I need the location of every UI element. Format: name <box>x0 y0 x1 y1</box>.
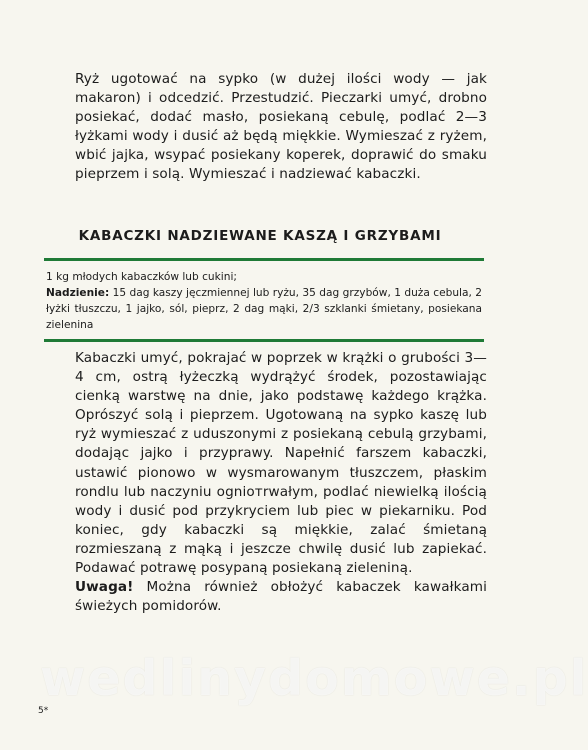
note-label: Uwaga! <box>75 579 134 595</box>
note-paragraph <box>75 578 487 616</box>
divider-top <box>44 258 484 261</box>
filling-ingredients <box>46 287 482 331</box>
filling-label: Nadzienie: <box>46 287 110 299</box>
intro-paragraph: Ryż ugotować na sypko (w dużej ilości wody — jak makaron) i odcedzić. Przestudzić. Pieczarki umyć, drobno posiekać, dodać masło, posiekaną cebulę, podlać 2—3 łyżkami wody i dusić aż będą miękkie. Wymieszać z ryżem, wbić jajka, wsypać posiekany koperek, doprawić do smaku pieprzem i solą. Wymieszać i nadziewać kabaczki. <box>75 71 487 183</box>
ingredients-block <box>46 269 482 333</box>
ingredients-main: 1 kg młodych kabaczków lub cukini; <box>46 271 237 283</box>
page-number: 5* <box>38 706 49 716</box>
watermark: wedlinydomowe.pl <box>40 650 588 707</box>
method-paragraph: Kabaczki umyć, pokrajać w poprzek w krążki o grubości 3—4 cm, ostrą łyżeczką wydrążyć środek, pozostawiając cienką warstwę na dnie, jako podstawę każdego krążka. Oprószyć solą i pieprzem. Ugotowaną na sypko kaszę lub ryż wymieszać z uduszonymi z posiekaną cebulą grzybami, dodając jajko i przyprawy. Napełnić farszem kabaczki, ustawić pionowo w wysmarowanym tłuszczem, płaskim rondlu lub naczyniu ognioтrwałym, podlać niewielką ilością wody i dusić pod przykryciem lub piec w piekarniku. Pod koniec, gdy kabaczki są miękkie, zalać śmietaną rozmieszaną z mąką i jeszcze chwilę dusić lub zapiekać. Podawać potrawę posypaną posiekaną zieleniną. <box>75 350 487 577</box>
divider-bottom <box>44 339 484 342</box>
filling-text: 15 dag kaszy jęczmiennej lub ryżu, 35 dag grzybów, 1 duża cebula, 2 łyżki tłuszczu, 1 jajko, sól, pieprz, 2 dag mąki, 2/3 szklanki śmietany, posiekana zielenina <box>46 287 482 331</box>
recipe-title: KABACZKI NADZIEWANE KASZĄ I GRZYBAMI <box>78 228 442 244</box>
note-text: Można również obłożyć kabaczek kawałkami świeżych pomidorów. <box>75 579 487 615</box>
